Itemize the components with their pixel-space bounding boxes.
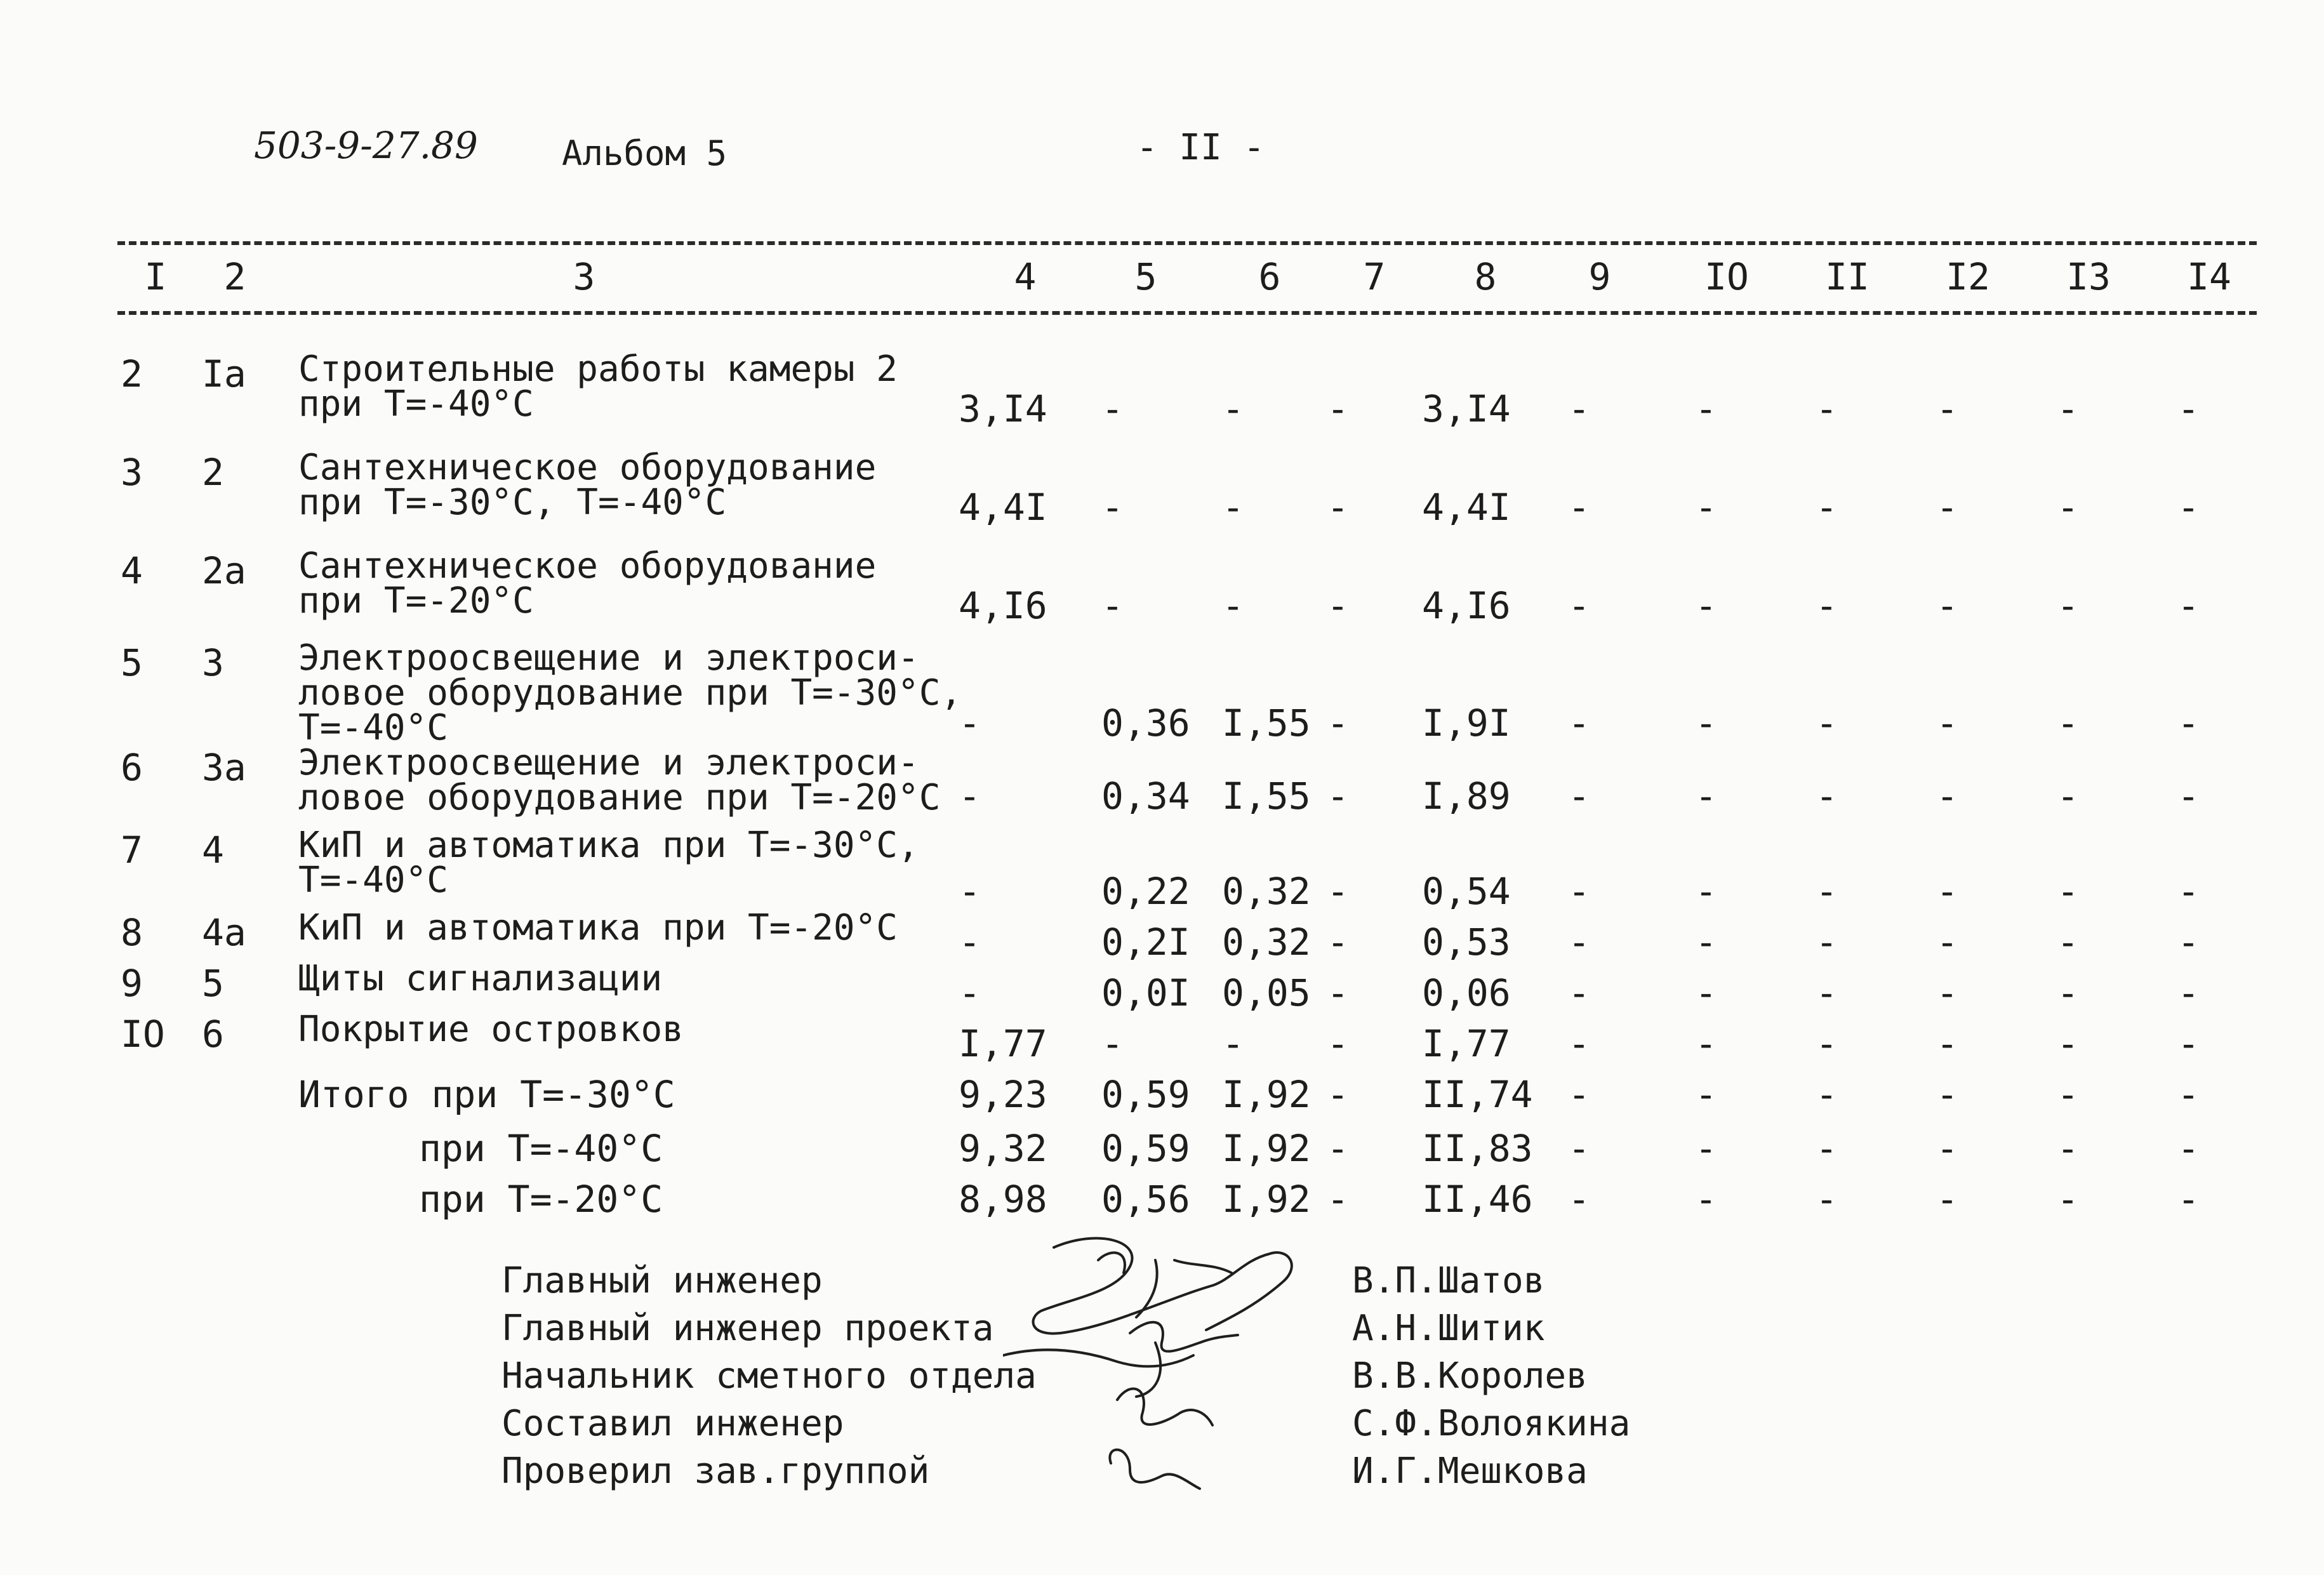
cell-col-11: - xyxy=(1816,920,1838,964)
header-divider-bottom xyxy=(117,311,2257,315)
cell-col-6: 0,32 xyxy=(1222,920,1311,964)
cell-col-4: 4,I6 xyxy=(959,584,1047,627)
cell-col-8: II,46 xyxy=(1422,1178,1533,1221)
signature-role: Главный инженер проекта xyxy=(501,1308,994,1349)
signatures-handwriting xyxy=(1003,1222,1384,1527)
cell-col-9: - xyxy=(1568,870,1590,913)
cell-col-6: I,55 xyxy=(1222,701,1311,745)
cell-col-6: - xyxy=(1222,387,1244,430)
cell-col-7: - xyxy=(1327,701,1349,745)
document-code: 503-9-27.89 xyxy=(254,124,478,167)
cell-col-9: - xyxy=(1568,971,1590,1014)
cell-col-9: - xyxy=(1568,486,1590,529)
cell-col-11: - xyxy=(1816,971,1838,1014)
column-number-4: 4 xyxy=(1014,255,1037,298)
cell-col-10: - xyxy=(1695,486,1717,529)
album-label: Альбом 5 xyxy=(562,133,727,173)
cell-col-14: - xyxy=(2177,870,2200,913)
cell-col-4: 9,32 xyxy=(959,1127,1047,1170)
cell-col-10: - xyxy=(1695,1127,1717,1170)
cell-col-7: - xyxy=(1327,1127,1349,1170)
row-description: Сантехническое оборудование при Т=-30°С, Т=-40°С xyxy=(298,447,877,523)
cell-col-7: - xyxy=(1327,920,1349,964)
cell-col-7: - xyxy=(1327,387,1349,430)
cell-col-10: - xyxy=(1695,387,1717,430)
cell-col-14: - xyxy=(2177,1178,2200,1221)
row-code: 2a xyxy=(202,549,246,592)
column-number-9: 9 xyxy=(1588,255,1611,298)
row-number: IO xyxy=(121,1013,165,1056)
cell-col-10: - xyxy=(1695,584,1717,627)
cell-col-14: - xyxy=(2177,486,2200,529)
cell-col-12: - xyxy=(1936,584,1958,627)
cell-col-9: - xyxy=(1568,774,1590,818)
cell-col-4: - xyxy=(959,920,981,964)
row-description: Покрытие островков xyxy=(298,1009,684,1050)
cell-col-6: I,92 xyxy=(1222,1073,1311,1116)
cell-col-6: - xyxy=(1222,584,1244,627)
cell-col-13: - xyxy=(2057,1178,2079,1221)
row-code: 5 xyxy=(202,962,224,1005)
cell-col-9: - xyxy=(1568,387,1590,430)
cell-col-10: - xyxy=(1695,1073,1717,1116)
row-code: 6 xyxy=(202,1013,224,1056)
cell-col-4: 3,I4 xyxy=(959,387,1047,430)
cell-col-10: - xyxy=(1695,1178,1717,1221)
cell-col-11: - xyxy=(1816,1073,1838,1116)
column-number-11: II xyxy=(1825,255,1869,298)
cell-col-10: - xyxy=(1695,774,1717,818)
totals-label: при Т=-40°С xyxy=(419,1127,663,1170)
column-number-6: 6 xyxy=(1258,255,1281,298)
cell-col-12: - xyxy=(1936,486,1958,529)
column-number-2: 2 xyxy=(223,255,246,298)
cell-col-5: - xyxy=(1101,387,1124,430)
cell-col-9: - xyxy=(1568,584,1590,627)
cell-col-11: - xyxy=(1816,387,1838,430)
cell-col-9: - xyxy=(1568,1073,1590,1116)
column-number-1: I xyxy=(144,255,167,298)
row-description: Электроосвещение и электроси- ловое оборудование при Т=-30°С, Т=-40°С xyxy=(298,637,962,748)
signature-role: Главный инженер xyxy=(501,1260,823,1301)
cell-col-13: - xyxy=(2057,1127,2079,1170)
cell-col-7: - xyxy=(1327,971,1349,1014)
cell-col-14: - xyxy=(2177,1022,2200,1065)
cell-col-11: - xyxy=(1816,774,1838,818)
row-number: 8 xyxy=(121,911,143,954)
row-number: 6 xyxy=(121,746,143,789)
cell-col-5: - xyxy=(1101,1022,1124,1065)
cell-col-4: 9,23 xyxy=(959,1073,1047,1116)
cell-col-14: - xyxy=(2177,920,2200,964)
cell-col-9: - xyxy=(1568,1022,1590,1065)
cell-col-8: 0,06 xyxy=(1422,971,1511,1014)
cell-col-8: I,9I xyxy=(1422,701,1511,745)
row-description: Электроосвещение и электроси- ловое оборудование при Т=-20°С xyxy=(298,742,941,818)
column-number-7: 7 xyxy=(1363,255,1386,298)
cell-col-12: - xyxy=(1936,920,1958,964)
cell-col-14: - xyxy=(2177,1073,2200,1116)
cell-col-12: - xyxy=(1936,870,1958,913)
cell-col-5: 0,34 xyxy=(1101,774,1190,818)
signature-name: С.Ф.Волоякина xyxy=(1352,1403,1631,1444)
column-number-13: I3 xyxy=(2066,255,2111,298)
totals-label: при Т=-20°С xyxy=(419,1178,663,1221)
row-description: Сантехническое оборудование при Т=-20°С xyxy=(298,545,877,621)
cell-col-7: - xyxy=(1327,774,1349,818)
column-number-12: I2 xyxy=(1946,255,1990,298)
cell-col-14: - xyxy=(2177,1127,2200,1170)
cell-col-13: - xyxy=(2057,701,2079,745)
cell-col-11: - xyxy=(1816,870,1838,913)
cell-col-5: 0,36 xyxy=(1101,701,1190,745)
row-code: 2 xyxy=(202,451,224,494)
cell-col-4: 8,98 xyxy=(959,1178,1047,1221)
cell-col-9: - xyxy=(1568,920,1590,964)
signature-role: Составил инженер xyxy=(501,1403,844,1444)
signature-name: В.П.Шатов xyxy=(1352,1260,1545,1301)
cell-col-11: - xyxy=(1816,1178,1838,1221)
cell-col-6: I,92 xyxy=(1222,1127,1311,1170)
column-number-5: 5 xyxy=(1134,255,1157,298)
row-number: 3 xyxy=(121,451,143,494)
cell-col-9: - xyxy=(1568,701,1590,745)
cell-col-11: - xyxy=(1816,584,1838,627)
totals-label: Итого при Т=-30°С xyxy=(298,1073,675,1116)
cell-col-14: - xyxy=(2177,701,2200,745)
signature-name: И.Г.Мешкова xyxy=(1352,1451,1588,1492)
cell-col-10: - xyxy=(1695,1022,1717,1065)
cell-col-13: - xyxy=(2057,971,2079,1014)
row-number: 5 xyxy=(121,641,143,684)
row-code: 3a xyxy=(202,746,246,789)
row-code: Ia xyxy=(202,352,246,395)
cell-col-11: - xyxy=(1816,701,1838,745)
cell-col-10: - xyxy=(1695,971,1717,1014)
cell-col-5: 0,2I xyxy=(1101,920,1190,964)
cell-col-11: - xyxy=(1816,1127,1838,1170)
cell-col-13: - xyxy=(2057,920,2079,964)
cell-col-8: 0,53 xyxy=(1422,920,1511,964)
row-number: 9 xyxy=(121,962,143,1005)
row-number: 7 xyxy=(121,828,143,872)
cell-col-13: - xyxy=(2057,1073,2079,1116)
cell-col-8: 4,I6 xyxy=(1422,584,1511,627)
cell-col-5: 0,22 xyxy=(1101,870,1190,913)
cell-col-13: - xyxy=(2057,387,2079,430)
cell-col-12: - xyxy=(1936,1178,1958,1221)
cell-col-7: - xyxy=(1327,1073,1349,1116)
cell-col-8: II,83 xyxy=(1422,1127,1533,1170)
cell-col-5: 0,59 xyxy=(1101,1073,1190,1116)
cell-col-4: 4,4I xyxy=(959,486,1047,529)
cell-col-4: I,77 xyxy=(959,1022,1047,1065)
cell-col-8: 4,4I xyxy=(1422,486,1511,529)
cell-col-7: - xyxy=(1327,1178,1349,1221)
cell-col-7: - xyxy=(1327,584,1349,627)
cell-col-8: 0,54 xyxy=(1422,870,1511,913)
column-number-3: 3 xyxy=(573,255,595,298)
cell-col-12: - xyxy=(1936,701,1958,745)
cell-col-12: - xyxy=(1936,1073,1958,1116)
cell-col-11: - xyxy=(1816,486,1838,529)
cell-col-8: 3,I4 xyxy=(1422,387,1511,430)
column-number-8: 8 xyxy=(1474,255,1497,298)
cell-col-13: - xyxy=(2057,870,2079,913)
cell-col-12: - xyxy=(1936,774,1958,818)
cell-col-5: 0,56 xyxy=(1101,1178,1190,1221)
cell-col-13: - xyxy=(2057,584,2079,627)
cell-col-8: I,77 xyxy=(1422,1022,1511,1065)
cell-col-7: - xyxy=(1327,1022,1349,1065)
cell-col-4: - xyxy=(959,870,981,913)
page-number: - II - xyxy=(1136,127,1265,168)
cell-col-10: - xyxy=(1695,870,1717,913)
cell-col-5: 0,59 xyxy=(1101,1127,1190,1170)
header-divider-top xyxy=(117,241,2257,245)
row-description: КиП и автоматика при Т=-20°С xyxy=(298,907,898,948)
cell-col-11: - xyxy=(1816,1022,1838,1065)
row-code: 4 xyxy=(202,828,224,872)
cell-col-6: I,55 xyxy=(1222,774,1311,818)
cell-col-4: - xyxy=(959,971,981,1014)
cell-col-12: - xyxy=(1936,387,1958,430)
row-number: 4 xyxy=(121,549,143,592)
cell-col-13: - xyxy=(2057,486,2079,529)
cell-col-5: 0,0I xyxy=(1101,971,1190,1014)
cell-col-10: - xyxy=(1695,920,1717,964)
cell-col-14: - xyxy=(2177,584,2200,627)
row-number: 2 xyxy=(121,352,143,395)
cell-col-5: - xyxy=(1101,486,1124,529)
cell-col-12: - xyxy=(1936,971,1958,1014)
column-number-10: IO xyxy=(1704,255,1749,298)
signature-role: Начальник сметного отдела xyxy=(501,1355,1037,1397)
column-number-14: I4 xyxy=(2187,255,2231,298)
cell-col-9: - xyxy=(1568,1178,1590,1221)
cell-col-8: II,74 xyxy=(1422,1073,1533,1116)
signature-role: Проверил зав.группой xyxy=(501,1451,930,1492)
row-description: КиП и автоматика при Т=-30°С, Т=-40°С xyxy=(298,825,919,901)
cell-col-14: - xyxy=(2177,387,2200,430)
cell-col-7: - xyxy=(1327,870,1349,913)
cell-col-9: - xyxy=(1568,1127,1590,1170)
cell-col-6: 0,05 xyxy=(1222,971,1311,1014)
cell-col-4: - xyxy=(959,774,981,818)
signature-name: А.Н.Шитик xyxy=(1352,1308,1545,1349)
cell-col-6: I,92 xyxy=(1222,1178,1311,1221)
cell-col-13: - xyxy=(2057,1022,2079,1065)
cell-col-13: - xyxy=(2057,774,2079,818)
row-code: 3 xyxy=(202,641,224,684)
cell-col-12: - xyxy=(1936,1127,1958,1170)
row-code: 4a xyxy=(202,911,246,954)
cell-col-6: - xyxy=(1222,1022,1244,1065)
cell-col-10: - xyxy=(1695,701,1717,745)
cell-col-5: - xyxy=(1101,584,1124,627)
cell-col-6: - xyxy=(1222,486,1244,529)
cell-col-8: I,89 xyxy=(1422,774,1511,818)
cell-col-14: - xyxy=(2177,774,2200,818)
cell-col-12: - xyxy=(1936,1022,1958,1065)
cell-col-14: - xyxy=(2177,971,2200,1014)
row-description: Щиты сигнализации xyxy=(298,958,663,999)
row-description: Строительные работы камеры 2 при Т=-40°С xyxy=(298,349,898,425)
cell-col-6: 0,32 xyxy=(1222,870,1311,913)
cell-col-4: - xyxy=(959,701,981,745)
signature-name: В.В.Королев xyxy=(1352,1355,1588,1397)
cell-col-7: - xyxy=(1327,486,1349,529)
